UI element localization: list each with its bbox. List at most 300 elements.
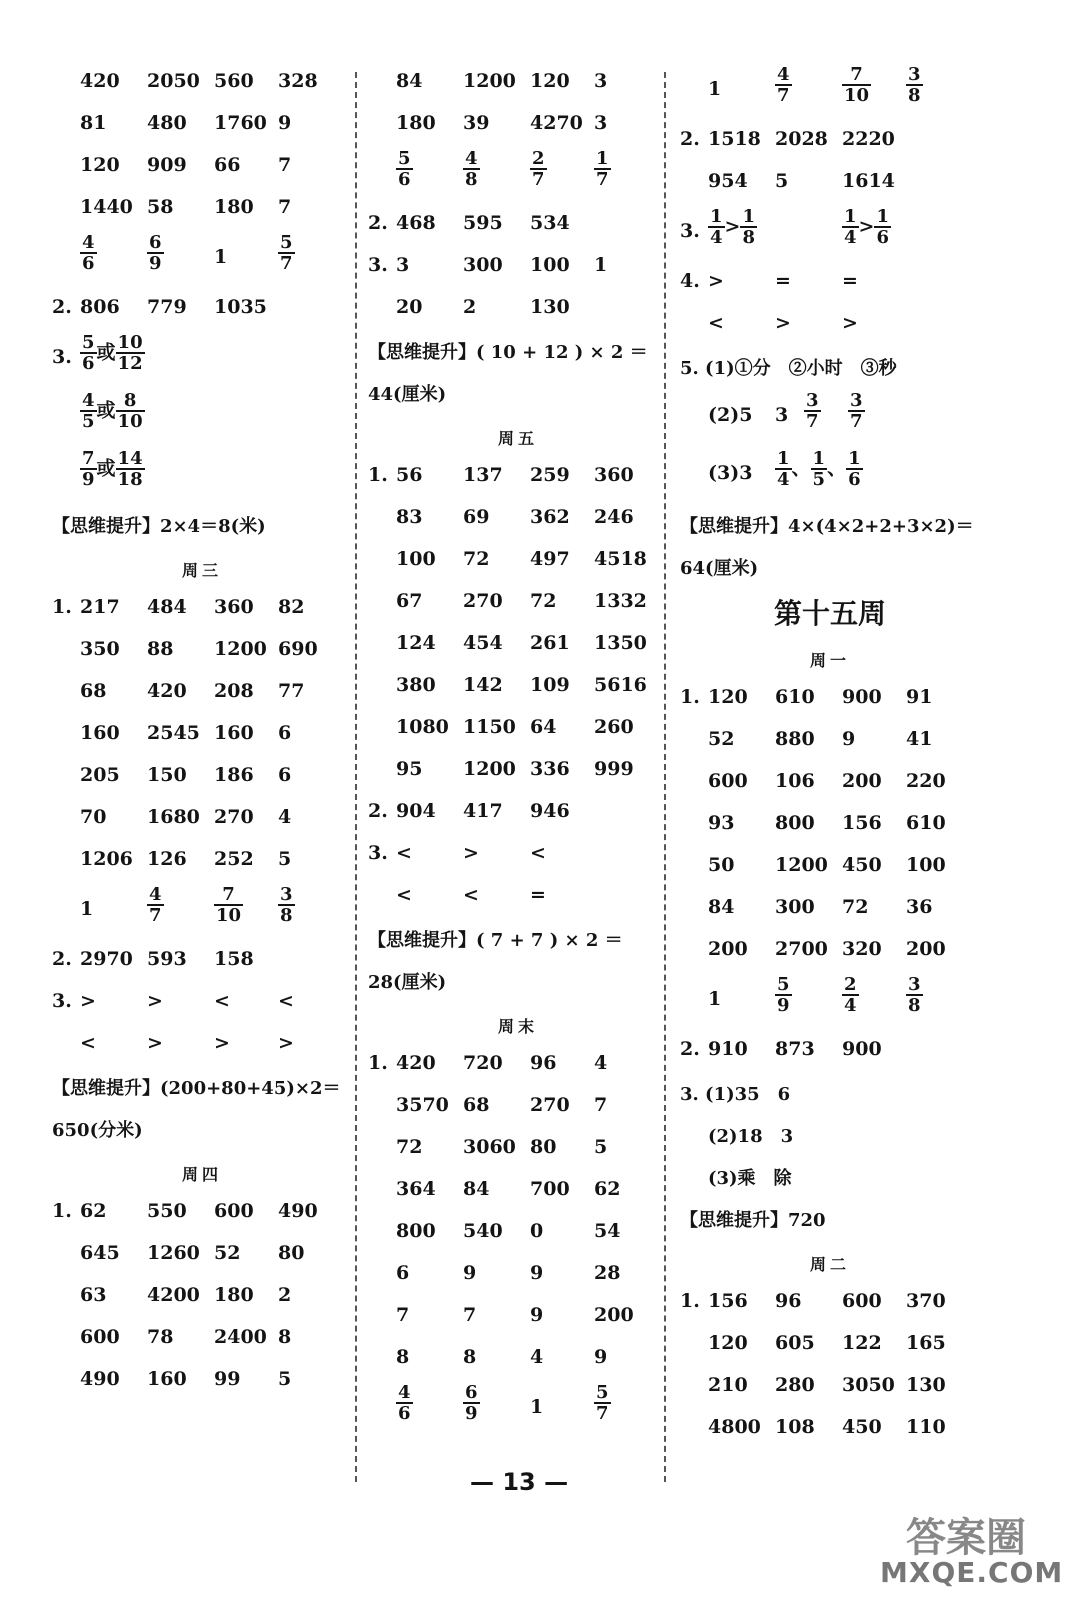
question-number: 2.	[52, 296, 72, 318]
answer-row	[680, 762, 980, 804]
fraction-pair: $\frac{7}{9}$ 或 $\frac{14}{18}$	[82, 448, 143, 490]
fraction: $\frac{3}{8}$	[280, 884, 293, 926]
answer-value: 593	[147, 948, 187, 970]
fraction-row	[368, 146, 668, 204]
answer-value: 2028	[775, 128, 828, 150]
fraction: $\frac{5}{9}$	[777, 974, 790, 1016]
answer-row	[52, 756, 352, 798]
question-number: 2.	[680, 128, 700, 150]
fraction-pair: $\frac{4}{5}$ 或 $\frac{8}{10}$	[82, 390, 143, 432]
answer-row	[52, 798, 352, 840]
answer-value: 58	[147, 196, 174, 218]
answer-value: 84	[396, 70, 423, 92]
answer-value: 5616	[594, 674, 647, 696]
answer-line: (3)乘 除	[708, 1168, 792, 1189]
answer-value: 800	[396, 1220, 436, 1242]
answer-value: 106	[775, 770, 815, 792]
answer-value: 28	[594, 1262, 621, 1284]
answer-value: >	[775, 312, 791, 334]
answer-row	[52, 1318, 352, 1360]
answer-value: 5	[278, 848, 292, 870]
answer-value: 909	[147, 154, 187, 176]
answer-row	[680, 262, 980, 304]
answer-row	[680, 888, 980, 930]
answer-value: 1	[214, 246, 228, 268]
answer-value: 0	[530, 1220, 544, 1242]
thinking-line: 44(厘米)	[368, 384, 447, 405]
answer-value: 56	[396, 464, 423, 486]
answer-value: 2400	[214, 1326, 267, 1348]
question-number: 2.	[52, 948, 72, 970]
answer-value: 1760	[214, 112, 267, 134]
answer-value: 300	[463, 254, 503, 276]
answer-value: 497	[530, 548, 570, 570]
answer-row	[368, 62, 668, 104]
answer-value: >	[463, 842, 479, 864]
answer-value: 1	[594, 254, 608, 276]
answer-value: 2	[463, 296, 477, 318]
answer-value: 420	[80, 70, 120, 92]
answer-value: 96	[775, 1290, 802, 1312]
answer-value: 96	[530, 1052, 557, 1074]
fraction-row	[680, 204, 980, 262]
answer-value: 95	[396, 758, 423, 780]
fraction-row	[680, 446, 980, 504]
answer-value: 700	[530, 1178, 570, 1200]
answer-row	[680, 804, 980, 846]
answer-value: 100	[906, 854, 946, 876]
answer-value: 7	[278, 196, 292, 218]
answer-value: 246	[594, 506, 634, 528]
thinking-line: 650(分米)	[52, 1120, 143, 1141]
section-heading: 周四	[181, 1165, 222, 1184]
answer-value: 52	[214, 1242, 241, 1264]
answer-value: <	[463, 884, 479, 906]
answer-value: 200	[594, 1304, 634, 1326]
answer-row	[368, 1338, 668, 1380]
answer-value: >	[278, 1032, 294, 1054]
answer-value: 122	[842, 1332, 882, 1354]
answer-value: 80	[530, 1136, 557, 1158]
answer-value: >	[147, 1032, 163, 1054]
answer-value: 3570	[396, 1094, 449, 1116]
answer-value: 450	[842, 854, 882, 876]
answer-value: 328	[278, 70, 318, 92]
answer-value: 82	[278, 596, 305, 618]
answer-value: 81	[80, 112, 107, 134]
answer-value: 999	[594, 758, 634, 780]
answer-row	[368, 288, 668, 330]
answer-value: <	[396, 884, 412, 906]
answer-value: 1518	[708, 128, 761, 150]
answer-value: 3050	[842, 1374, 895, 1396]
answer-value: 364	[396, 1178, 436, 1200]
answer-row	[680, 1282, 980, 1324]
answer-value: 873	[775, 1038, 815, 1060]
answer-value: 600	[80, 1326, 120, 1348]
answer-value: 2545	[147, 722, 200, 744]
answer-value: 68	[80, 680, 107, 702]
answer-value: 124	[396, 632, 436, 654]
answer-value: 2050	[147, 70, 200, 92]
answer-line: (2)18 3	[708, 1126, 794, 1147]
answer-value: 480	[147, 112, 187, 134]
answer-value: 72	[396, 1136, 423, 1158]
thinking-line: 【思维提升】( 10 + 12 ) × 2 ＝	[368, 342, 648, 363]
fraction-row	[52, 388, 352, 446]
answer-value: 4	[530, 1346, 544, 1368]
answer-value: 80	[278, 1242, 305, 1264]
answer-value: 63	[80, 1284, 107, 1306]
answer-value: 66	[214, 154, 241, 176]
answer-value: (3)3	[708, 462, 753, 484]
answer-row	[368, 1212, 668, 1254]
answer-row	[52, 1192, 352, 1234]
answer-value: 600	[708, 770, 748, 792]
answer-value: 100	[396, 548, 436, 570]
answer-value: =	[842, 270, 858, 292]
answer-value: 484	[147, 596, 187, 618]
answer-value: 78	[147, 1326, 174, 1348]
answer-value: 3	[594, 112, 608, 134]
answer-value: 120	[708, 686, 748, 708]
answer-value: 120	[80, 154, 120, 176]
watermark-text: MXQE.COM	[880, 1556, 1064, 1589]
answer-value: 126	[147, 848, 187, 870]
answer-value: 64	[530, 716, 557, 738]
answer-value: 270	[214, 806, 254, 828]
answer-row	[52, 1276, 352, 1318]
answer-value: 5	[594, 1136, 608, 1158]
answer-row	[680, 304, 980, 346]
answer-value: 320	[842, 938, 882, 960]
answer-row	[680, 678, 980, 720]
answer-value: 260	[594, 716, 634, 738]
answer-value: 534	[530, 212, 570, 234]
answer-row	[368, 582, 668, 624]
answer-row	[368, 204, 668, 246]
answer-value: 62	[594, 1178, 621, 1200]
thinking-line: 【思维提升】2×4＝8(米)	[52, 516, 266, 537]
answer-value: 1	[80, 898, 94, 920]
answer-row	[52, 1024, 352, 1066]
answer-row	[52, 1360, 352, 1402]
answer-value: 156	[842, 812, 882, 834]
answer-row	[368, 1086, 668, 1128]
answer-value: 1200	[463, 758, 516, 780]
answer-value: 1	[708, 78, 722, 100]
answer-row	[368, 498, 668, 540]
column-1	[52, 62, 352, 1402]
fraction: $\frac{6}{9}$	[465, 1382, 478, 1424]
answer-value: 180	[396, 112, 436, 134]
answer-value: 1200	[463, 70, 516, 92]
answer-value: 72	[842, 896, 869, 918]
answer-value: 130	[530, 296, 570, 318]
thinking-line: 【思维提升】4×(4×2+2+3×2)＝	[680, 516, 974, 537]
answer-value: 5	[278, 1368, 292, 1390]
answer-value: 468	[396, 212, 436, 234]
answer-value: 67	[396, 590, 423, 612]
answer-row	[680, 846, 980, 888]
answer-value: 99	[214, 1368, 241, 1390]
answer-value: 946	[530, 800, 570, 822]
answer-value: 84	[708, 896, 735, 918]
section-heading: 周三	[181, 561, 222, 580]
answer-value: 4800	[708, 1416, 761, 1438]
answer-row	[368, 1254, 668, 1296]
answer-value: 454	[463, 632, 503, 654]
answer-row	[368, 456, 668, 498]
answer-row	[52, 588, 352, 630]
answer-value: 1080	[396, 716, 449, 738]
answer-value: 5	[775, 170, 789, 192]
answer-value: 1614	[842, 170, 895, 192]
fraction: $\frac{3}{8}$	[908, 64, 921, 106]
answer-value: 610	[775, 686, 815, 708]
answer-value: 210	[708, 1374, 748, 1396]
answer-value: 1440	[80, 196, 133, 218]
column-divider	[355, 72, 357, 1482]
answer-row	[52, 630, 352, 672]
question-number: 1.	[368, 464, 388, 486]
answer-value: 9	[842, 728, 856, 750]
answer-row	[368, 624, 668, 666]
answer-row	[680, 1408, 980, 1450]
answer-row	[368, 750, 668, 792]
fraction: $\frac{4}{7}$	[149, 884, 162, 926]
answer-row	[680, 1030, 980, 1072]
answer-value: 39	[463, 112, 490, 134]
answer-value: 6	[396, 1262, 410, 1284]
question-number: 3.	[52, 990, 72, 1012]
answer-row	[368, 1170, 668, 1212]
answer-value: 3	[594, 70, 608, 92]
answer-value: 900	[842, 1038, 882, 1060]
answer-value: 200	[842, 770, 882, 792]
answer-row	[52, 982, 352, 1024]
answer-value: 954	[708, 170, 748, 192]
fraction-comparison: $\frac{1}{4}$ > $\frac{1}{6}$	[844, 206, 889, 248]
question-number: 1.	[680, 686, 700, 708]
answer-value: 259	[530, 464, 570, 486]
answer-value: 4518	[594, 548, 647, 570]
answer-value: 600	[214, 1200, 254, 1222]
question-number: 1.	[52, 596, 72, 618]
answer-row	[368, 876, 668, 918]
question-number: 2.	[368, 800, 388, 822]
answer-value: 54	[594, 1220, 621, 1242]
answer-value: 450	[842, 1416, 882, 1438]
answer-value: 1	[708, 988, 722, 1010]
answer-value: 3060	[463, 1136, 516, 1158]
answer-value: 9	[594, 1346, 608, 1368]
answer-row	[680, 162, 980, 204]
section-heading: 周一	[809, 651, 850, 670]
question-number: 4.	[680, 270, 700, 292]
answer-value: <	[278, 990, 294, 1012]
answer-value: =	[775, 270, 791, 292]
answer-value: 880	[775, 728, 815, 750]
answer-row	[52, 188, 352, 230]
section-heading: 周末	[497, 1017, 538, 1036]
answer-value: 160	[147, 1368, 187, 1390]
answer-value: 2220	[842, 128, 895, 150]
question-number: 2.	[368, 212, 388, 234]
answer-row	[368, 666, 668, 708]
answer-value: 9	[530, 1262, 544, 1284]
answer-row	[52, 1234, 352, 1276]
answer-value: 600	[842, 1290, 882, 1312]
answer-value: 217	[80, 596, 120, 618]
fraction: $\frac{3}{7}$	[850, 390, 863, 432]
column-2	[368, 62, 668, 1438]
question-number: 3.	[52, 346, 72, 368]
fraction: $\frac{7}{10}$	[844, 64, 870, 106]
answer-value: 160	[214, 722, 254, 744]
answer-value: 186	[214, 764, 254, 786]
answer-value: 1680	[147, 806, 200, 828]
fraction: $\frac{1}{7}$	[596, 148, 609, 190]
answer-value: 360	[594, 464, 634, 486]
answer-value: 83	[396, 506, 423, 528]
answer-value: 69	[463, 506, 490, 528]
answer-value: 270	[530, 1094, 570, 1116]
fraction: $\frac{5}{7}$	[596, 1382, 609, 1424]
thinking-line: 64(厘米)	[680, 558, 759, 579]
fraction: $\frac{3}{8}$	[908, 974, 921, 1016]
fraction: $\frac{4}{6}$	[398, 1382, 411, 1424]
answer-value: 910	[708, 1038, 748, 1060]
answer-value: <	[80, 1032, 96, 1054]
answer-value: 72	[530, 590, 557, 612]
answer-row	[368, 1128, 668, 1170]
answer-value: 1200	[214, 638, 267, 660]
answer-value: 160	[80, 722, 120, 744]
answer-value: =	[530, 884, 546, 906]
answer-value: <	[530, 842, 546, 864]
answer-value: 52	[708, 728, 735, 750]
answer-value: 4270	[530, 112, 583, 134]
answer-value: 20	[396, 296, 423, 318]
answer-value: 150	[147, 764, 187, 786]
question-number: 3.	[368, 254, 388, 276]
answer-row	[680, 1324, 980, 1366]
answer-row	[52, 288, 352, 330]
answer-value: 1150	[463, 716, 516, 738]
answer-value: 208	[214, 680, 254, 702]
answer-value: 1260	[147, 1242, 200, 1264]
week-heading: 第十五周	[773, 597, 886, 630]
answer-value: 77	[278, 680, 305, 702]
answer-value: <	[214, 990, 230, 1012]
answer-row	[368, 1296, 668, 1338]
answer-value: 900	[842, 686, 882, 708]
answer-value: 1	[530, 1396, 544, 1418]
answer-value: 7	[463, 1304, 477, 1326]
answer-value: 4	[278, 806, 292, 828]
answer-value: 41	[906, 728, 933, 750]
answer-value: 270	[463, 590, 503, 612]
question-number: 1.	[52, 1200, 72, 1222]
answer-row	[680, 720, 980, 762]
column-3	[680, 62, 980, 1450]
answer-row	[368, 104, 668, 146]
answer-value: 9	[278, 112, 292, 134]
answer-value: 130	[906, 1374, 946, 1396]
answer-value: 120	[530, 70, 570, 92]
fraction: $\frac{4}{6}$	[82, 232, 95, 274]
answer-value: 9	[463, 1262, 477, 1284]
answer-value: 380	[396, 674, 436, 696]
answer-value: 540	[463, 1220, 503, 1242]
answer-value: 62	[80, 1200, 107, 1222]
answer-value: 2970	[80, 948, 133, 970]
answer-row	[368, 1044, 668, 1086]
answer-value: 261	[530, 632, 570, 654]
fraction: $\frac{7}{10}$	[216, 884, 242, 926]
fraction-row	[52, 330, 352, 388]
answer-value: 158	[214, 948, 254, 970]
section-heading: 周五	[497, 429, 538, 448]
answer-value: 2700	[775, 938, 828, 960]
answer-line: 5. (1)①分 ②小时 ③秒	[680, 358, 897, 379]
fraction: $\frac{4}{7}$	[777, 64, 790, 106]
answer-value: 68	[463, 1094, 490, 1116]
fraction: $\frac{2}{7}$	[532, 148, 545, 190]
fraction-row	[52, 446, 352, 504]
fraction-row	[680, 62, 980, 120]
answer-value: 180	[214, 196, 254, 218]
answer-value: 362	[530, 506, 570, 528]
answer-row	[680, 930, 980, 972]
answer-value: 4	[594, 1052, 608, 1074]
answer-value: (2)5	[708, 404, 753, 426]
fraction-comparison: $\frac{1}{4}$ > $\frac{1}{8}$	[710, 206, 755, 248]
answer-row	[52, 62, 352, 104]
question-number: 1.	[368, 1052, 388, 1074]
answer-value: 779	[147, 296, 187, 318]
answer-value: 120	[708, 1332, 748, 1354]
answer-value: 720	[463, 1052, 503, 1074]
answer-value: 550	[147, 1200, 187, 1222]
answer-value: 88	[147, 638, 174, 660]
fraction: $\frac{3}{7}$	[806, 390, 819, 432]
answer-row	[680, 1366, 980, 1408]
answer-value: 36	[906, 896, 933, 918]
answer-value: 490	[80, 1368, 120, 1390]
answer-value: 800	[775, 812, 815, 834]
answer-value: 1035	[214, 296, 267, 318]
answer-row	[368, 792, 668, 834]
answer-value: 6	[278, 722, 292, 744]
answer-value: 645	[80, 1242, 120, 1264]
answer-value: 3	[396, 254, 410, 276]
watermark-logo: 答案圈	[906, 1515, 1026, 1561]
answer-value: 806	[80, 296, 120, 318]
answer-value: 280	[775, 1374, 815, 1396]
answer-value: 200	[906, 938, 946, 960]
fraction-row	[368, 1380, 668, 1438]
answer-row	[52, 104, 352, 146]
answer-row	[680, 120, 980, 162]
answer-value: >	[147, 990, 163, 1012]
answer-value: 205	[80, 764, 120, 786]
answer-value: 420	[396, 1052, 436, 1074]
answer-value: 180	[214, 1284, 254, 1306]
answer-value: 7	[396, 1304, 410, 1326]
answer-value: 200	[708, 938, 748, 960]
